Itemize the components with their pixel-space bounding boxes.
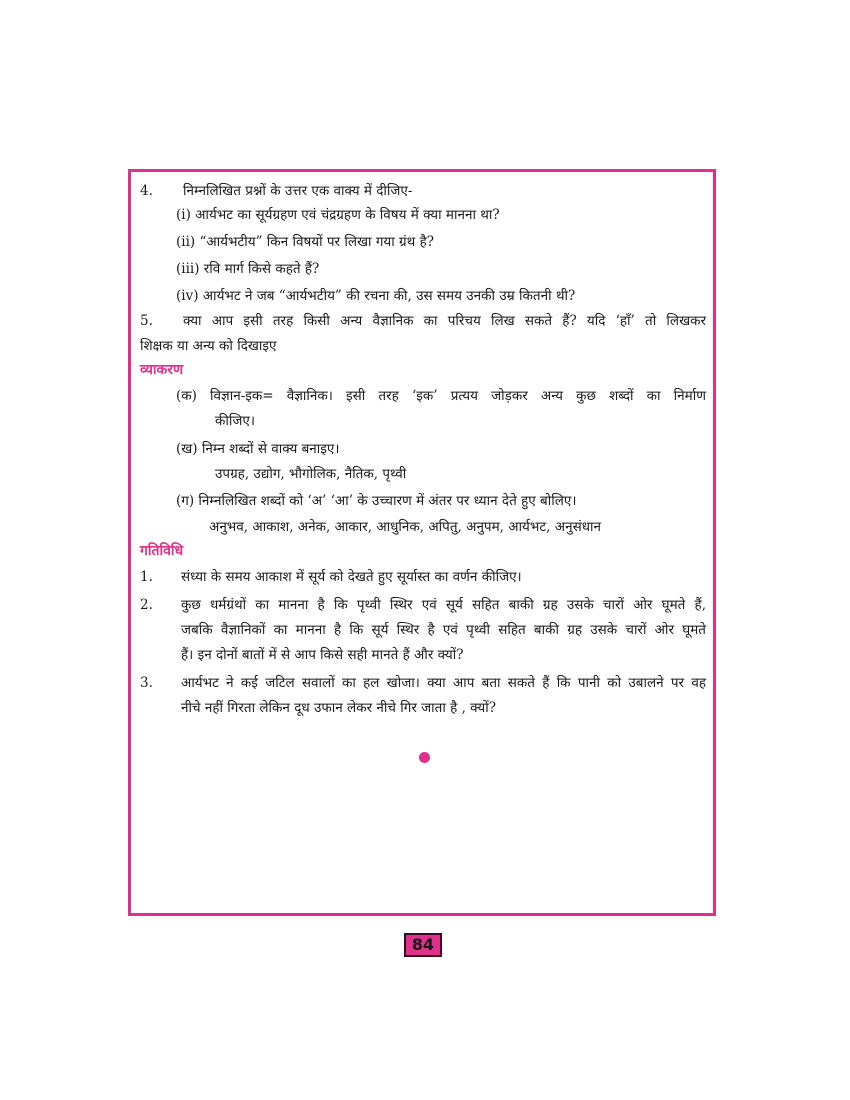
activity-1-text: संध्या के समय आकाश में सूर्य को देखते हुए सूर्यास्त का वर्णन कीजिए। — [181, 569, 522, 585]
q5-line-1: क्या आप इसी तरह किसी अन्य वैज्ञानिक का परिचय लिख सकते हैं? यदि ‘हाँ’ तो लिखकर — [183, 313, 706, 329]
q4-item-4: (iv) आर्यभट ने जब “आर्यभटीय” की रचना की, उस समय उनकी उम्र कितनी थी? — [176, 288, 576, 304]
grammar-ga-line-1: (ग) निम्नलिखित शब्दों को ‘अ’ ‘आ’ के उच्चारण में अंतर पर ध्यान देते हुए बोलिए। — [176, 493, 577, 509]
activity-2-line-1: कुछ धर्मग्रंथों का मानना है कि पृथ्वी स्थिर एवं सूर्य सहित बाकी ग्रह उसके चारों ओर घूमते हैं, — [181, 597, 706, 613]
q5-number: 5. — [140, 313, 153, 329]
grammar-kha-line-1: (ख) निम्न शब्दों से वाक्य बनाइए। — [176, 441, 340, 457]
q5-line-2: शिक्षक या अन्य को दिखाइए — [140, 338, 277, 354]
q4-title: निम्नलिखित प्रश्नों के उत्तर एक वाक्य में दीजिए- — [183, 183, 413, 199]
grammar-ka-line-2: कीजिए। — [215, 413, 255, 429]
activity-2-line-3: हैं। इन दोनों बातों में से आप किसे सही मानते हैं और क्यों? — [181, 647, 464, 663]
page-number: 84 — [404, 933, 442, 957]
grammar-ka-line-1: (क) विज्ञान-इक= वैज्ञानिक। इसी तरह ‘इक’ प्रत्यय जोड़कर अन्य कुछ शब्दों का निर्माण — [176, 388, 706, 404]
q4-number: 4. — [140, 183, 153, 199]
grammar-heading: व्याकरण — [140, 362, 184, 378]
content-frame — [128, 169, 716, 916]
q4-item-2: (ii) “आर्यभटीय” किन विषयों पर लिखा गया ग्रंथ है? — [176, 234, 434, 250]
q4-item-1: (i) आर्यभट का सूर्यग्रहण एवं चंद्रग्रहण के विषय में क्या मानना था? — [176, 207, 500, 223]
activity-2-line-2: जबकि वैज्ञानिकों का मानना है कि सूर्य स्थिर है एवं पृथ्वी सहित बाकी ग्रह उसके चारों ओर घूमते — [181, 622, 706, 638]
activity-heading: गतिविधि — [140, 543, 184, 559]
activity-3-number: 3. — [140, 675, 153, 691]
grammar-ga-words: अनुभव, आकाश, अनेक, आकार, आधुनिक, अपितु, अनुपम, आर्यभट, अनुसंधान — [209, 519, 601, 535]
activity-2-number: 2. — [140, 597, 153, 613]
activity-3-line-1: आर्यभट ने कई जटिल सवालों का हल खोजा। क्या आप बता सकते हैं कि पानी को उबालने पर वह — [181, 675, 706, 691]
activity-1-number: 1. — [140, 569, 153, 585]
decorative-dot — [419, 752, 430, 763]
grammar-kha-words: उपग्रह, उद्योग, भौगोलिक, नैतिक, पृथ्वी — [215, 466, 407, 482]
activity-3-line-2: नीचे नहीं गिरता लेकिन दूध उफान लेकर नीचे गिर जाता है , क्यों? — [181, 700, 496, 716]
q4-item-3: (iii) रवि मार्ग किसे कहते हैं? — [176, 261, 320, 277]
